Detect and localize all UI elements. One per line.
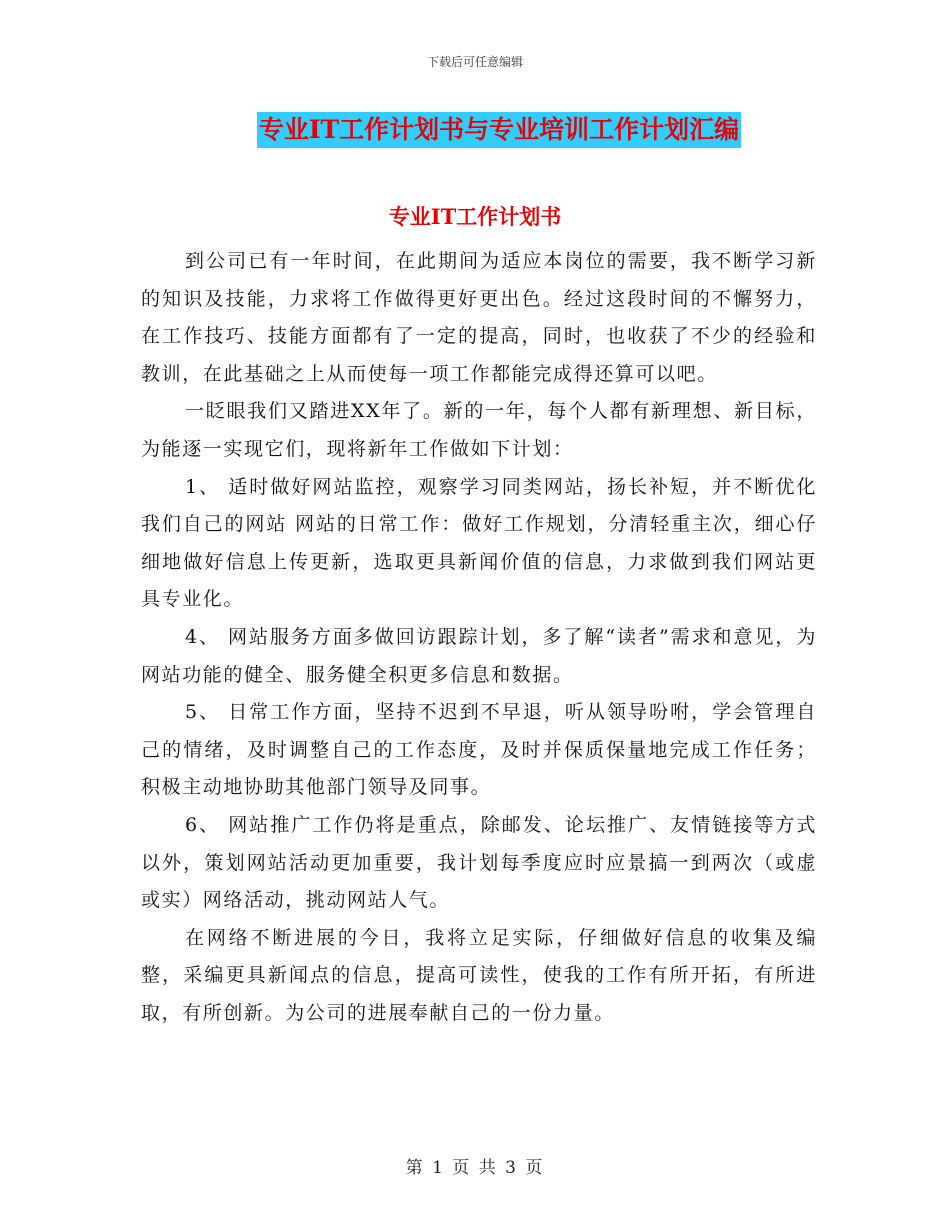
- main-title-wrap: [0, 112, 950, 148]
- paragraph-item-1: 1、 适时做好网站监控，观察学习同类网站，扬长补短，并不断优化我们自己的网站 网站的日常工作：做好工作规划，分清轻重主次，细心仔细地做好信息上传更新，选取更具新闻价值的信息，力求做到我们网站更具专业化。: [141, 475, 817, 611]
- page-number: 第 1 页 共 3 页: [405, 1158, 545, 1178]
- paragraph-intro: 到公司已有一年时间，在此期间为适应本岗位的需要，我不断学习新的知识及技能，力求将工作做得更好更出色。经过这段时间的不懈努力，在工作技巧、技能方面都有了一定的提高，同时，也收获了不少的经验和教训，在此基础之上从而使每一项工作都能完成得还算可以吧。: [141, 250, 817, 385]
- paragraph-item-6: 6、 网站推广工作仍将是重点，除邮发、论坛推广、友情链接等方式以外，策划网站活动更加重要，我计划每季度应时应景搞一到两次（或虚或实）网络活动，挑动网站人气。: [141, 813, 817, 912]
- paragraph-conclusion: 在网络不断进展的今日，我将立足实际，仔细做好信息的收集及编整，采编更具新闻点的信息，提高可读性，使我的工作有所开拓，有所进取，有所创新。为公司的进展奉献自己的一份力量。: [141, 926, 817, 1024]
- main-title: 专业IT工作计划书与专业培训工作计划汇编: [257, 112, 741, 148]
- page-header-note: 下载后可任意编辑: [426, 55, 523, 69]
- paragraph-new-year: 一眨眼我们又踏进XX年了。新的一年，每个人都有新理想、新目标，为能逐一实现它们，现将新年工作做如下计划：: [141, 400, 817, 460]
- paragraph-item-5: 5、 日常工作方面，坚持不迟到不早退，听从领导吩咐，学会管理自己的情绪，及时调整自己的工作态度，及时并保质保量地完成工作任务；积极主动地协助其他部门领导及同事。: [141, 701, 817, 799]
- document-body: [141, 243, 817, 1032]
- section-title: 专业IT工作计划书: [388, 204, 562, 229]
- paragraph-item-4: 4、 网站服务方面多做回访跟踪计划，多了解“读者”需求和意见，为网站功能的健全、服务健全积更多信息和数据。: [141, 625, 817, 686]
